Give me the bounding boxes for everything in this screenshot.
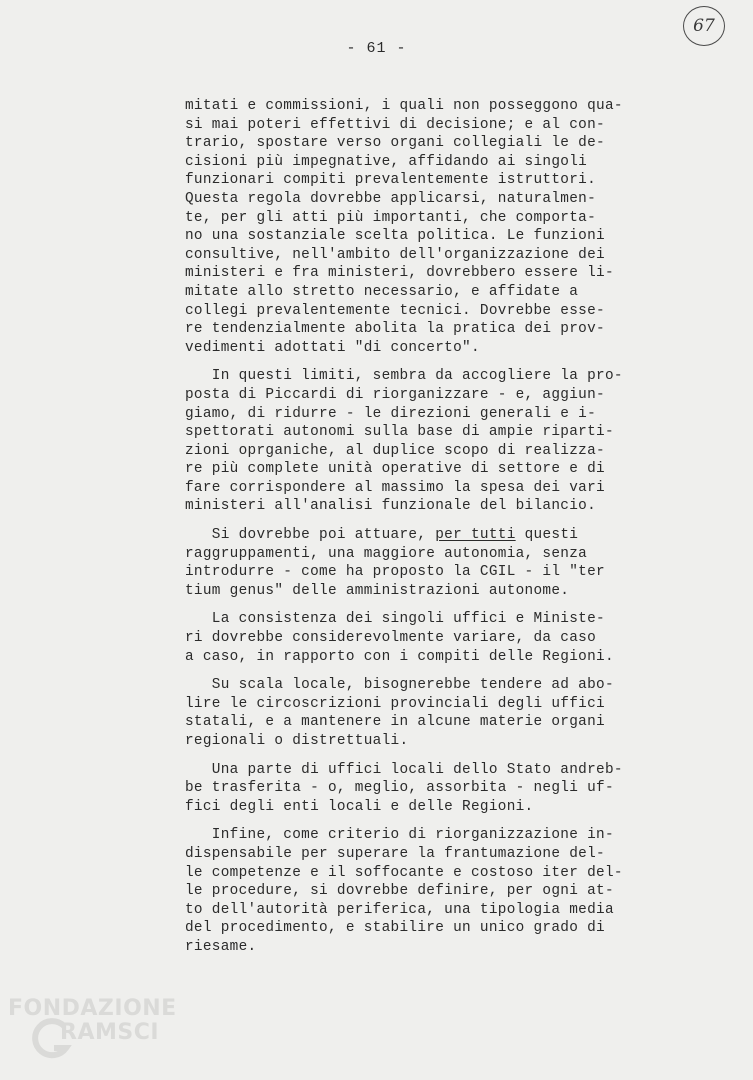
text-line: giamo, di ridurre - le direzioni generali e i- (185, 405, 597, 422)
text-line: vedimenti adottati "di concerto". (185, 339, 480, 356)
fondazione-gramsci-watermark (8, 996, 198, 1076)
text-line: dispensabile per superare la frantumazione del- (185, 845, 605, 862)
text-line: statali, e a mantenere in alcune materie organi (185, 714, 605, 731)
text-line: Questa regola dovrebbe applicarsi, naturalmen- (185, 190, 597, 207)
paragraph (185, 97, 745, 357)
text-line: tium genus" delle amministrazioni autonome. (185, 582, 570, 599)
text-line: ministeri all'analisi funzionale del bilancio. (185, 498, 597, 515)
text-line: funzionari compiti prevalentemente istruttori. (185, 172, 597, 189)
text-line: mitati e commissioni, i quali non posseggono qua- (185, 98, 623, 114)
text-line: mitate allo stretto necessario, e affidate a (185, 283, 579, 300)
text-line: be trasferita - o, meglio, assorbita - negli uf- (185, 780, 614, 797)
text-line: posta di Piccardi di riorganizzare - e, aggiun- (185, 386, 605, 403)
text-line: spettorati autonomi sulla base di ampie riparti- (185, 424, 614, 441)
text-line: re tendenzialmente abolita la pratica dei prov- (185, 321, 605, 338)
text-line: ri dovrebbe considerevolmente variare, da caso (185, 630, 597, 647)
text-line: zioni oprganiche, al duplice scopo di realizza- (185, 442, 605, 459)
text-line: Una parte di uffici locali dello Stato andreb- (185, 761, 623, 778)
watermark-line-1: FONDAZIONE (8, 996, 177, 1021)
watermark-line-2: RAMSCI (60, 1020, 160, 1045)
text-line: le procedure, si dovrebbe definire, per ogni at- (185, 883, 614, 900)
text-line: In questi limiti, sembra da accogliere la pro- (185, 368, 623, 385)
underlined-phrase: per tutti (435, 527, 516, 544)
text-line: fici degli enti locali e delle Regioni. (185, 798, 534, 815)
text-line: cisioni più impegnative, affidando ai singoli (185, 153, 588, 170)
text-line: si mai poteri effettivi di decisione; e al con- (185, 116, 605, 133)
text-line: re più complete unità operative di settore e di (185, 461, 605, 478)
text-line: ministeri e fra ministeri, dovrebbero essere li- (185, 265, 614, 282)
text-line: no una sostanziale scelta politica. Le funzioni (185, 228, 605, 245)
text-line: raggruppamenti, una maggiore autonomia, senza (185, 545, 588, 562)
text-line: a caso, in rapporto con i compiti delle Regioni. (185, 648, 614, 665)
text-line: del procedimento, e stabilire un unico grado di (185, 920, 605, 937)
text-line: to dell'autorità periferica, una tipologia media (185, 901, 614, 918)
paragraph (185, 610, 745, 666)
text-line: lire le circoscrizioni provinciali degli uffici (185, 695, 605, 712)
archive-page-number: 67 (683, 6, 725, 46)
text-line: Si dovrebbe poi attuare, per tutti questi (185, 527, 579, 544)
text-line: fare corrispondere al massimo la spesa dei vari (185, 479, 605, 496)
page-number: - 61 - (346, 40, 407, 57)
text-line: introdurre - come ha proposto la CGIL - il "ter (185, 564, 605, 581)
paragraph (185, 676, 745, 750)
text-line: regionali o distrettuali. (185, 733, 409, 749)
text-line: Infine, come criterio di riorganizzazione in- (185, 827, 614, 844)
body-text (185, 97, 745, 967)
text-line: La consistenza dei singoli uffici e Ministe- (185, 611, 605, 628)
text-line: le competenze e il soffocante e costoso iter del- (185, 864, 623, 881)
paragraph (185, 826, 745, 956)
text-line: collegi prevalentemente tecnici. Dovrebbe esse- (185, 302, 605, 319)
text-line: trario, spostare verso organi collegiali le de- (185, 135, 605, 152)
paragraph (185, 526, 745, 600)
paragraph (185, 367, 745, 516)
text-line: te, per gli atti più importanti, che comporta- (185, 209, 597, 226)
paragraph (185, 761, 745, 817)
text-line: consultive, nell'ambito dell'organizzazione dei (185, 246, 605, 263)
text-line: Su scala locale, bisognerebbe tendere ad abo- (185, 677, 614, 694)
text-line: riesame. (185, 938, 257, 955)
